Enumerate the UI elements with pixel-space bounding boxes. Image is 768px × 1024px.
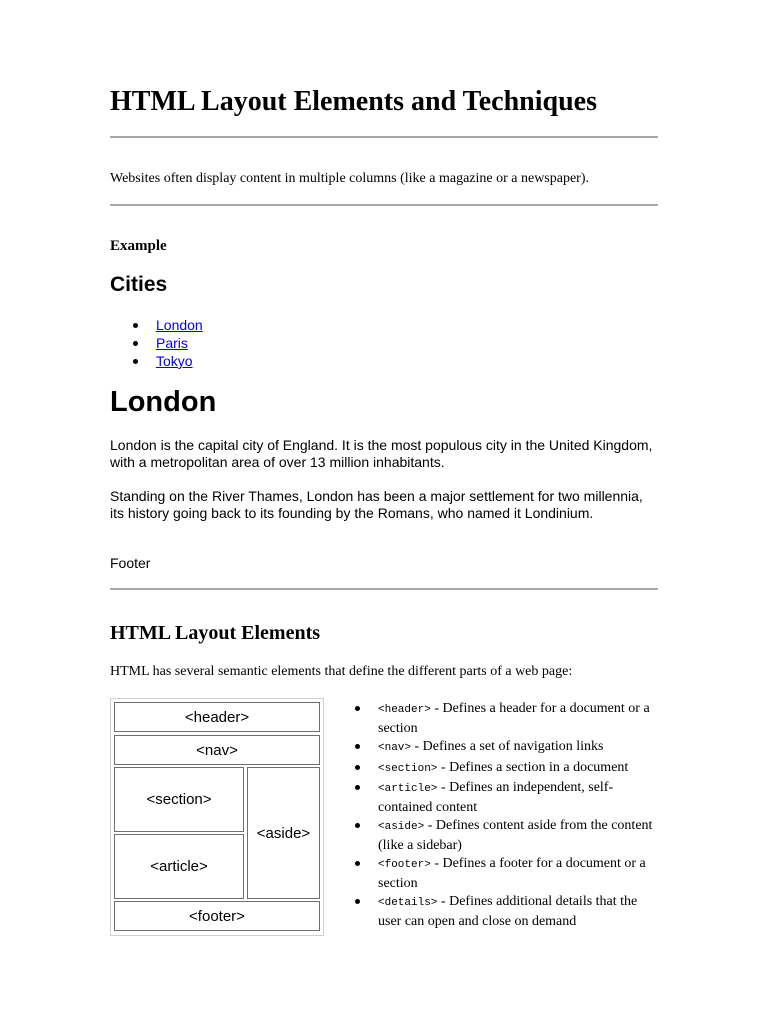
- layout-diagram: [110, 698, 324, 936]
- diagram-aside-box: <aside>: [247, 767, 320, 899]
- element-tag: <section>: [378, 762, 438, 775]
- element-tag: <article>: [378, 783, 438, 795]
- cities-heading: Cities: [110, 273, 168, 296]
- list-item: [353, 893, 658, 930]
- diagram-nav-box: <nav>: [114, 735, 320, 765]
- element-description: - Defines a section in a document: [437, 759, 629, 775]
- element-tag: <nav>: [378, 742, 412, 754]
- element-description: - Defines a set of navigation links: [411, 739, 604, 754]
- section-intro: HTML has several semantic elements that define the different parts of a web page:: [110, 664, 573, 679]
- list-item: [110, 352, 203, 370]
- element-description: - Defines an independent, self-contained content: [378, 780, 614, 815]
- city-link-paris[interactable]: Paris: [156, 335, 188, 351]
- diagram-article-box: <article>: [114, 834, 244, 899]
- element-description: - Defines additional details that the user can open and close on demand: [378, 894, 638, 929]
- element-tag: <aside>: [378, 821, 425, 833]
- intro-text: Websites often display content in multiple columns (like a magazine or a newspaper).: [110, 171, 590, 186]
- element-tag: <header>: [378, 704, 431, 716]
- element-description: - Defines content aside from the content (like a sidebar): [378, 818, 653, 853]
- article-heading: London: [110, 386, 217, 418]
- list-item: [353, 817, 658, 854]
- article-paragraph: London is the capital city of England. It is the most populous city in the United Kingdom, with a metropolitan area of over 13 million inhabitants.: [110, 437, 653, 470]
- list-item: [353, 700, 658, 737]
- element-description: - Defines a header for a document or a section: [378, 701, 650, 736]
- list-item: [353, 738, 658, 758]
- city-link-tokyo[interactable]: Tokyo: [156, 353, 193, 369]
- list-item: [353, 779, 658, 816]
- diagram-header-box: <header>: [114, 702, 320, 732]
- divider: [110, 204, 658, 206]
- layout-elements-list: [353, 700, 658, 931]
- divider: [110, 588, 658, 590]
- element-description: - Defines a footer for a document or a section: [378, 856, 646, 891]
- diagram-footer-box: <footer>: [114, 901, 320, 931]
- example-footer: Footer: [110, 555, 151, 571]
- list-item: [353, 759, 658, 779]
- page-title: HTML Layout Elements and Techniques: [110, 86, 598, 117]
- divider: [110, 136, 658, 138]
- element-tag: <details>: [378, 897, 438, 909]
- diagram-section-box: <section>: [114, 767, 244, 832]
- section-heading: HTML Layout Elements: [110, 622, 321, 644]
- city-list: [110, 316, 203, 370]
- list-item: [353, 855, 658, 892]
- city-link-london[interactable]: London: [156, 317, 203, 333]
- article-paragraph: Standing on the River Thames, London has been a major settlement for two millennia, its history going back to its founding by the Romans, who named it Londinium.: [110, 488, 643, 521]
- element-tag: <footer>: [378, 859, 431, 871]
- example-label: Example: [110, 238, 167, 254]
- list-item: [110, 316, 203, 334]
- list-item: [110, 334, 203, 352]
